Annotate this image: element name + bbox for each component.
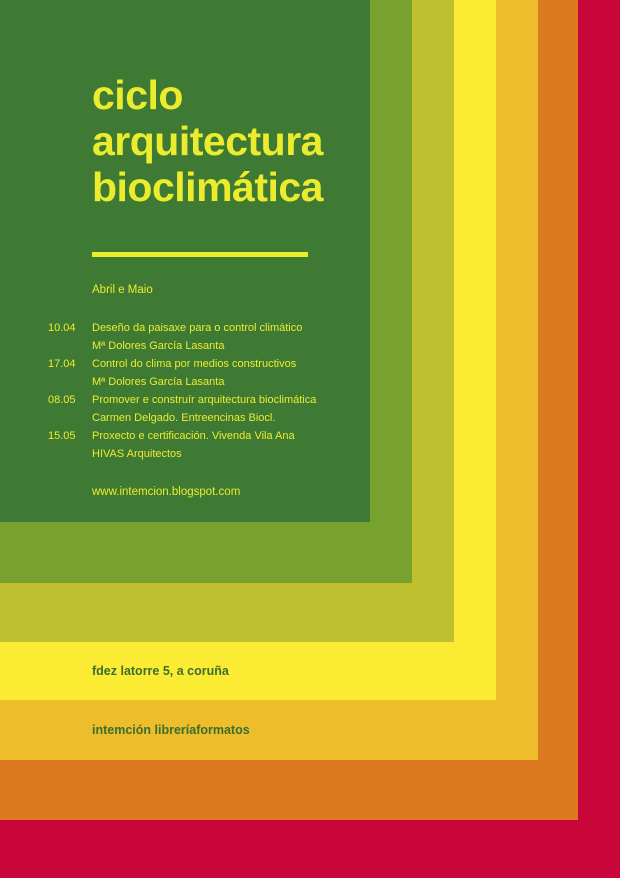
event-talk: Deseño da paisaxe para o control climático bbox=[92, 322, 303, 334]
event-talk: Control do clima por medios constructivos bbox=[92, 358, 297, 370]
title-line-3: bioclimática bbox=[92, 164, 323, 210]
title-divider bbox=[92, 252, 308, 257]
event-speaker: HIVAS Arquitectos bbox=[92, 448, 182, 460]
event-talk: Proxecto e certificación. Vivenda Vila Ana bbox=[92, 430, 295, 442]
title-line-2: arquitectura bbox=[92, 118, 323, 164]
event-date: 08.05 bbox=[48, 394, 76, 406]
event-speaker: Carmen Delgado. Entreencinas Biocl. bbox=[92, 412, 276, 424]
event-talk: Promover e construír arquitectura bioclimática bbox=[92, 394, 317, 406]
event-period: Abril e Maio bbox=[92, 284, 153, 296]
organizers-credit: intemción librerí‌aformatos bbox=[92, 723, 250, 737]
event-speaker: Mª Dolores García Lasanta bbox=[92, 340, 225, 352]
title-line-1: ciclo bbox=[92, 72, 183, 118]
event-speaker: Mª Dolores García Lasanta bbox=[92, 376, 225, 388]
event-date: 15.05 bbox=[48, 430, 76, 442]
venue-address: fdez latorre 5, a coruña bbox=[92, 664, 229, 678]
event-date: 10.04 bbox=[48, 322, 76, 334]
poster-title bbox=[92, 72, 323, 210]
website-link[interactable]: www.intemcion.blogspot.com bbox=[92, 486, 241, 498]
event-date: 17.04 bbox=[48, 358, 76, 370]
